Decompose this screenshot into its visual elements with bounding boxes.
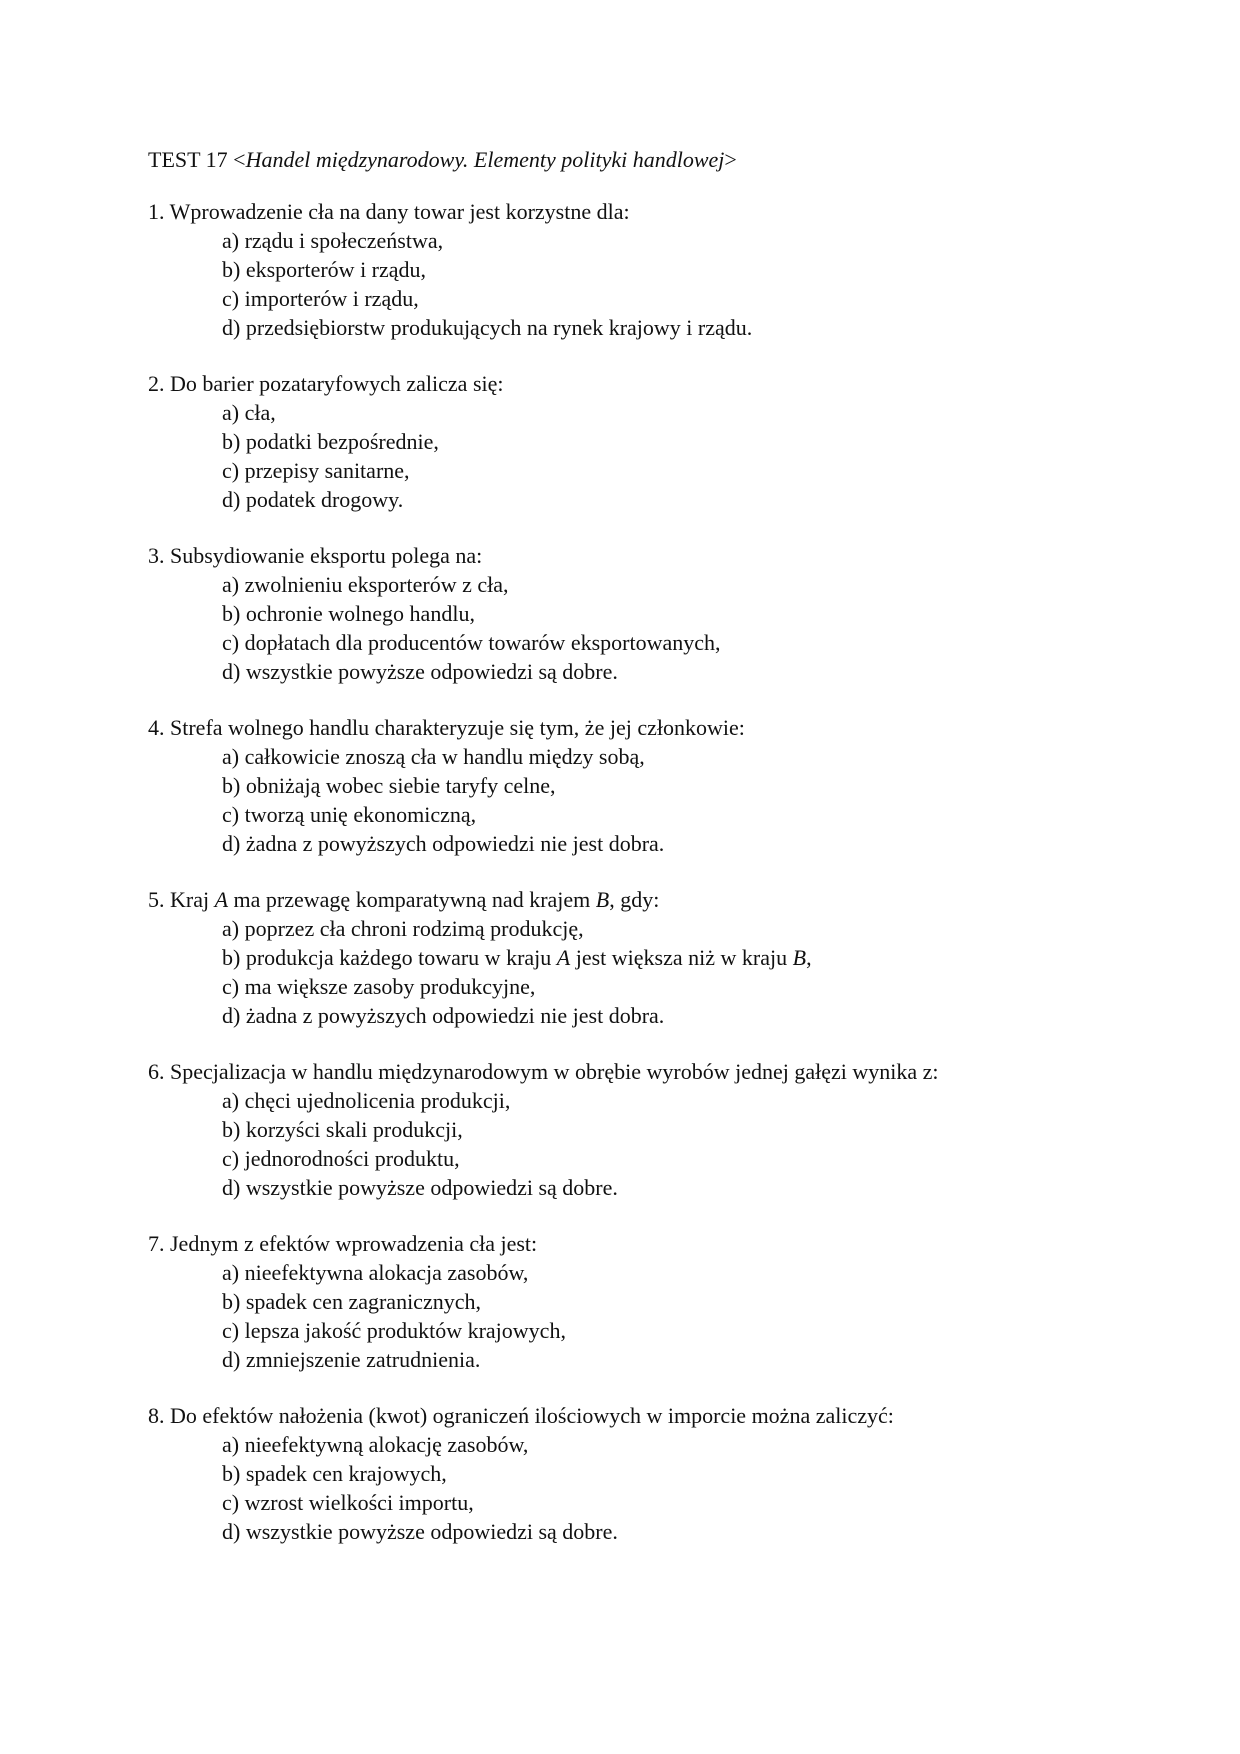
variable-b: B (595, 887, 610, 912)
answer-label: d) (222, 1519, 241, 1544)
answer-option-c (148, 800, 1148, 829)
answer-text: wszystkie powyższe odpowiedzi są dobre. (245, 1175, 618, 1200)
answer-label: b) (222, 773, 241, 798)
answer-label: d) (222, 1347, 241, 1372)
answer-label: a) (222, 1260, 240, 1285)
answer-option-b (148, 1115, 1148, 1144)
answer-label: a) (222, 1088, 240, 1113)
answer-text: spadek cen zagranicznych, (245, 1289, 481, 1314)
question-8 (148, 1401, 1148, 1546)
answer-option-b (148, 1459, 1148, 1488)
answer-option-d (148, 657, 1148, 686)
answer-text: poprzez cła chroni rodzimą produkcję, (244, 916, 584, 941)
answer-text: cła, (244, 400, 276, 425)
answer-option-c (148, 1144, 1148, 1173)
answer-label: c) (222, 974, 240, 999)
question-stem-part: ma przewagę komparatywną nad krajem (228, 887, 596, 912)
answer-option-d (148, 1001, 1148, 1030)
question-text (148, 1401, 1148, 1430)
answer-text: wszystkie powyższe odpowiedzi są dobre. (245, 659, 618, 684)
answer-text: podatek drogowy. (245, 487, 404, 512)
answer-label: d) (222, 1003, 241, 1028)
answer-option-c (148, 1488, 1148, 1517)
answer-label: c) (222, 286, 240, 311)
question-2 (148, 369, 1148, 514)
variable-b: B (792, 945, 807, 970)
question-stem-part: Kraj (170, 887, 215, 912)
variable-a: A (214, 887, 229, 912)
answer-text: przedsiębiorstw produkujących na rynek krajowy i rządu. (245, 315, 753, 340)
answer-text: zmniejszenie zatrudnienia. (245, 1347, 481, 1372)
answer-option-b (148, 599, 1148, 628)
answer-text: zwolnieniu eksporterów z cła, (244, 572, 509, 597)
title-suffix: > (724, 147, 737, 172)
answer-text: nieefektywną alokację zasobów, (244, 1432, 529, 1457)
answer-text: dopłatach dla producentów towarów eksportowanych, (244, 630, 721, 655)
question-text (148, 713, 1148, 742)
answer-text: eksporterów i rządu, (245, 257, 427, 282)
answer-label: b) (222, 601, 241, 626)
question-number: 8. (148, 1403, 165, 1428)
answer-option-a (148, 914, 1148, 943)
question-1 (148, 197, 1148, 342)
answer-option-c (148, 1316, 1148, 1345)
question-text (148, 197, 1148, 226)
answer-option-d (148, 485, 1148, 514)
answer-text: lepsza jakość produktów krajowych, (244, 1318, 566, 1343)
answer-text: wszystkie powyższe odpowiedzi są dobre. (245, 1519, 618, 1544)
answer-text: żadna z powyższych odpowiedzi nie jest dobra. (245, 831, 665, 856)
answer-option-d (148, 1517, 1148, 1546)
answer-label: d) (222, 831, 241, 856)
question-stem: Do barier pozataryfowych zalicza się: (170, 371, 504, 396)
answer-label: d) (222, 1175, 241, 1200)
answer-label: a) (222, 1432, 240, 1457)
answer-option-a (148, 1258, 1148, 1287)
answer-option-d (148, 1345, 1148, 1374)
answer-option-a (148, 398, 1148, 427)
answer-label: b) (222, 1461, 241, 1486)
question-text (148, 1057, 1148, 1086)
answer-label: a) (222, 400, 240, 425)
answer-text: obniżają wobec siebie taryfy celne, (245, 773, 556, 798)
answer-text-part: , (806, 945, 812, 970)
answer-option-c (148, 972, 1148, 1001)
answer-label: a) (222, 916, 240, 941)
answer-text: chęci ujednolicenia produkcji, (244, 1088, 511, 1113)
answer-text: ma większe zasoby produkcyjne, (244, 974, 536, 999)
title-prefix: TEST 17 < (148, 147, 246, 172)
question-number: 5. (148, 887, 165, 912)
answer-option-c (148, 456, 1148, 485)
answer-text: jednorodności produktu, (244, 1146, 460, 1171)
answer-text: podatki bezpośrednie, (245, 429, 439, 454)
answer-option-a (148, 1086, 1148, 1115)
answer-option-b (148, 1287, 1148, 1316)
question-text (148, 541, 1148, 570)
question-text (148, 369, 1148, 398)
answer-text: tworzą unię ekonomiczną, (244, 802, 477, 827)
answer-label: b) (222, 257, 241, 282)
answer-text: całkowicie znoszą cła w handlu między sobą, (244, 744, 645, 769)
question-number: 7. (148, 1231, 165, 1256)
answer-text: rządu i społeczeństwa, (244, 228, 444, 253)
answer-label: c) (222, 458, 240, 483)
question-3 (148, 541, 1148, 686)
answer-option-a (148, 570, 1148, 599)
question-number: 2. (148, 371, 165, 396)
question-stem: Subsydiowanie eksportu polega na: (170, 543, 483, 568)
question-number: 1. (148, 199, 165, 224)
question-4 (148, 713, 1148, 858)
answer-label: b) (222, 1117, 241, 1142)
answer-label: c) (222, 1146, 240, 1171)
answer-option-b (148, 943, 1148, 972)
answer-label: c) (222, 630, 240, 655)
question-stem: Strefa wolnego handlu charakteryzuje się tym, że jej członkowie: (170, 715, 745, 740)
answer-label: b) (222, 945, 241, 970)
answer-option-c (148, 628, 1148, 657)
answer-text: żadna z powyższych odpowiedzi nie jest dobra. (245, 1003, 665, 1028)
question-number: 4. (148, 715, 165, 740)
answer-option-a (148, 742, 1148, 771)
question-number: 6. (148, 1059, 165, 1084)
answer-option-c (148, 284, 1148, 313)
answer-text: ochronie wolnego handlu, (245, 601, 475, 626)
question-5 (148, 885, 1148, 1030)
question-7 (148, 1229, 1148, 1374)
answer-option-d (148, 313, 1148, 342)
answer-text-part: jest większa niż w kraju (570, 945, 793, 970)
question-stem: Wprowadzenie cła na dany towar jest korzystne dla: (169, 199, 630, 224)
answer-label: c) (222, 1318, 240, 1343)
answer-label: a) (222, 744, 240, 769)
answer-option-b (148, 427, 1148, 456)
answer-option-b (148, 771, 1148, 800)
answer-text: przepisy sanitarne, (244, 458, 410, 483)
question-number: 3. (148, 543, 165, 568)
question-6 (148, 1057, 1148, 1202)
answer-label: a) (222, 572, 240, 597)
answer-text: spadek cen krajowych, (245, 1461, 447, 1486)
answer-option-a (148, 1430, 1148, 1459)
answer-label: d) (222, 487, 241, 512)
answer-label: b) (222, 1289, 241, 1314)
answer-option-b (148, 255, 1148, 284)
answer-text: wzrost wielkości importu, (244, 1490, 474, 1515)
answer-label: d) (222, 315, 241, 340)
question-text (148, 885, 1148, 914)
answer-text: nieefektywna alokacja zasobów, (244, 1260, 529, 1285)
question-stem: Jednym z efektów wprowadzenia cła jest: (170, 1231, 538, 1256)
answer-label: b) (222, 429, 241, 454)
question-stem: Specjalizacja w handlu międzynarodowym w obrębie wyrobów jednej gałęzi wynika z: (170, 1059, 939, 1084)
answer-label: d) (222, 659, 241, 684)
answer-text: importerów i rządu, (244, 286, 419, 311)
answer-text-part: produkcja każdego towaru w kraju (245, 945, 557, 970)
answer-text: korzyści skali produkcji, (245, 1117, 463, 1142)
question-stem: Do efektów nałożenia (kwot) ograniczeń ilościowych w imporcie można zaliczyć: (170, 1403, 894, 1428)
answer-option-a (148, 226, 1148, 255)
title-italic: Handel międzynarodowy. Elementy polityki handlowej (245, 147, 725, 172)
variable-a: A (556, 945, 571, 970)
page-title (148, 146, 737, 174)
answer-label: a) (222, 228, 240, 253)
question-stem-part: , gdy: (609, 887, 660, 912)
answer-label: c) (222, 1490, 240, 1515)
answer-option-d (148, 1173, 1148, 1202)
answer-label: c) (222, 802, 240, 827)
question-text (148, 1229, 1148, 1258)
answer-option-d (148, 829, 1148, 858)
